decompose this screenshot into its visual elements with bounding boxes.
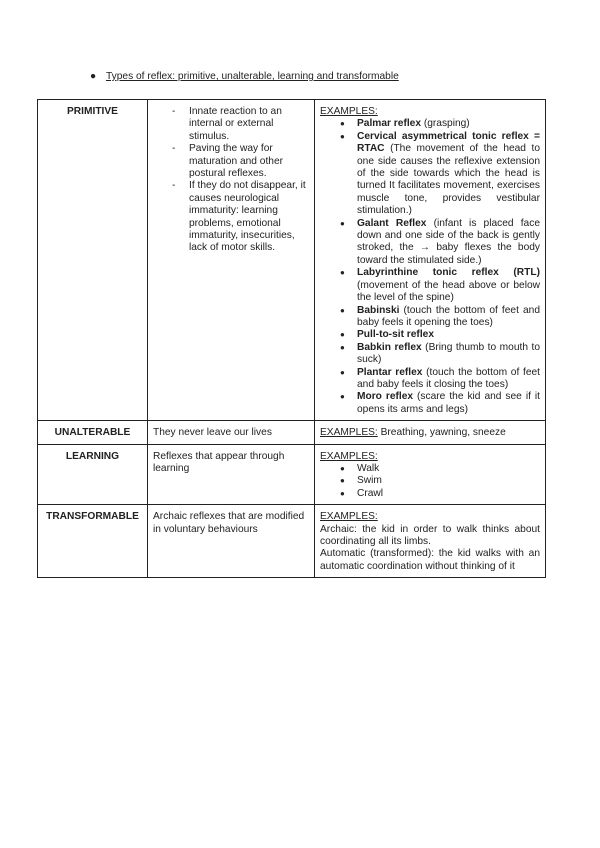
reflex-description-transformable: Archaic reflexes that are modified in voluntary behaviours — [148, 505, 315, 578]
section-heading — [90, 71, 399, 82]
description-item: - If they do not disappear, it causes neurological immaturity: learning problems, emotional immaturity, insecurities, lack of motor skills. — [189, 180, 309, 254]
example-paragraph: Archaic: the kid in order to walk thinks about coordinating all its limbs. — [320, 523, 540, 547]
reflex-description-unalterable: They never leave our lives — [148, 421, 315, 444]
reflex-examples-primitive — [315, 100, 546, 421]
example-item: ● Cervical asymmetrical tonic reflex = RTAC (The movement of the head to one side causes the reflexive extension of the side towards which the head is turned It facilitates movement, exercises muscle tone, provides vestibular stimulation.) — [357, 131, 540, 218]
examples-label: EXAMPLES: — [320, 511, 378, 523]
examples-label: EXAMPLES: — [320, 106, 378, 117]
example-item: ● Babinski (touch the bottom of feet and baby feels it opening the toes) — [357, 305, 540, 330]
example-item: ● Swim — [357, 475, 540, 487]
reflex-name-learning: LEARNING — [38, 444, 148, 505]
reflex-description-learning: Reflexes that appear through learning — [148, 444, 315, 505]
example-paragraph: Automatic (transformed): the kid walks with an automatic coordination without thinking of it — [320, 548, 540, 572]
heading-text: Types of reflex: primitive, unalterable, learning and transformable — [106, 71, 399, 82]
example-item: ● Crawl — [357, 488, 540, 500]
examples-text: Breathing, yawning, sneeze — [377, 427, 506, 439]
description-item: - Paving the way for maturation and other postural reflexes. — [189, 143, 309, 180]
table-row-primitive — [38, 100, 546, 421]
description-item: - Innate reaction to an internal or external stimulus. — [189, 106, 309, 143]
examples-label: EXAMPLES: — [320, 427, 378, 439]
table-row-learning — [38, 444, 546, 505]
table-row-transformable — [38, 505, 546, 578]
reflex-name-primitive: PRIMITIVE — [38, 100, 148, 421]
table-row-unalterable — [38, 421, 546, 444]
example-item: ● Palmar reflex (grasping) — [357, 118, 540, 130]
reflex-types-table — [37, 99, 546, 578]
reflex-name-unalterable: UNALTERABLE — [38, 421, 148, 444]
example-item: ● Babkin reflex (Bring thumb to mouth to suck) — [357, 342, 540, 367]
example-item: ● Galant Reflex (infant is placed face down and one side of the back is gently stroked, the → baby flexes the body toward the stimulated side.) — [357, 218, 540, 268]
example-item: ● Plantar reflex (touch the bottom of feet and baby feels it closing the toes) — [357, 367, 540, 392]
examples-label: EXAMPLES: — [320, 450, 378, 462]
reflex-examples-learning — [315, 444, 546, 505]
example-item: ● Labyrinthine tonic reflex (RTL) (movement of the head above or below the level of the spine) — [357, 267, 540, 304]
reflex-examples-unalterable — [315, 421, 546, 444]
example-item: ● Moro reflex (scare the kid and see if it opens its arms and legs) — [357, 391, 540, 416]
example-item: ● Walk — [357, 463, 540, 475]
reflex-examples-transformable — [315, 505, 546, 578]
reflex-description-primitive — [148, 100, 315, 421]
reflex-name-transformable: TRANSFORMABLE — [38, 505, 148, 578]
bullet-icon: ● — [90, 71, 97, 82]
example-item: ● Pull-to-sit reflex — [357, 329, 540, 341]
